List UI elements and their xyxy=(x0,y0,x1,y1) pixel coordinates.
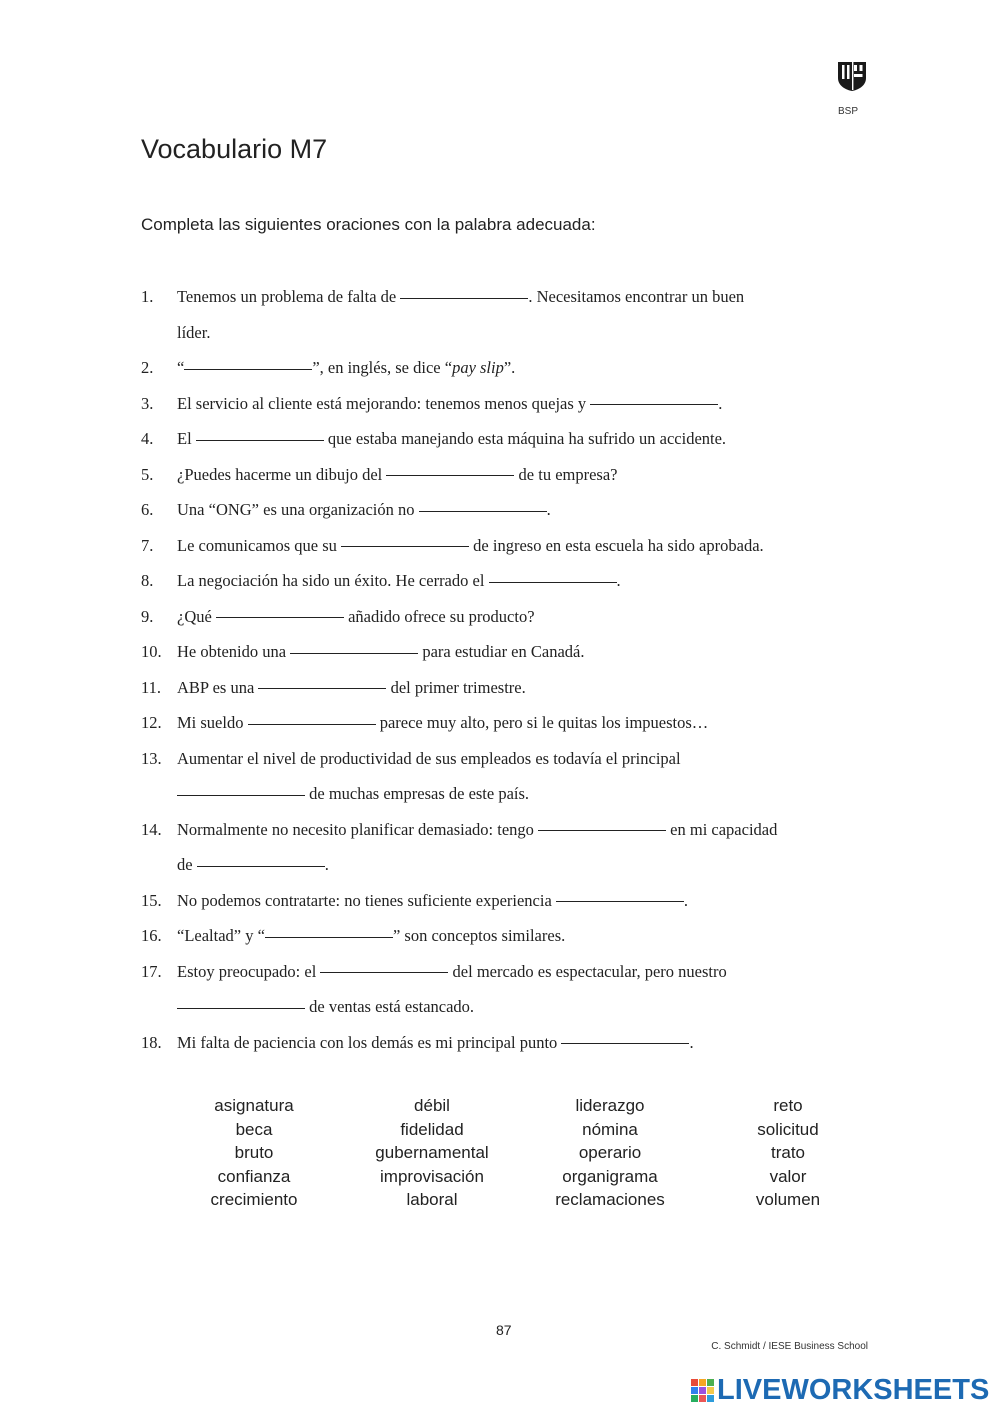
item-number: 17. xyxy=(141,961,162,981)
item-line: ¿Qué añadido ofrece su producto? xyxy=(177,606,535,626)
item-line: “Lealtad” y “ ” son conceptos similares. xyxy=(177,926,566,945)
exercise-item xyxy=(141,563,871,599)
word-bank-item: organigrama xyxy=(562,1166,658,1186)
word-bank-item: fidelidad xyxy=(400,1119,464,1139)
word-bank-item: bruto xyxy=(234,1143,274,1162)
item-text xyxy=(177,883,871,919)
item-text xyxy=(177,563,871,599)
item-text xyxy=(177,634,871,670)
item-line: Normalmente no necesito planificar demasiado: tengo en mi capacidad xyxy=(177,819,778,839)
answer-blank[interactable] xyxy=(400,297,528,299)
item-text xyxy=(177,457,871,493)
exercise-list xyxy=(141,279,871,1060)
item-text xyxy=(177,421,871,457)
item-line: La negociación ha sido un éxito. He cerrado el . xyxy=(177,571,621,590)
item-number: 6. xyxy=(141,500,154,519)
answer-blank[interactable] xyxy=(248,723,376,725)
item-text xyxy=(177,528,871,564)
item-line: Mi falta de paciencia con los demás es mi principal punto . xyxy=(177,1032,694,1052)
item-number: 15. xyxy=(141,890,162,910)
item-line: “ ”, en inglés, se dice “pay slip”. xyxy=(177,358,516,377)
liveworksheets-grid-icon xyxy=(691,1379,714,1402)
answer-blank[interactable] xyxy=(556,900,684,902)
item-line: Tenemos un problema de falta de . Necesitamos encontrar un buen xyxy=(177,287,745,306)
word-bank-item: confianza xyxy=(217,1166,291,1186)
exercise-item xyxy=(141,705,871,741)
answer-blank[interactable] xyxy=(561,1042,689,1044)
item-text xyxy=(177,350,871,386)
icon-cell xyxy=(691,1379,698,1386)
answer-blank[interactable] xyxy=(489,581,617,583)
item-text xyxy=(177,705,871,741)
exercise-item xyxy=(141,634,871,670)
answer-blank[interactable] xyxy=(177,794,305,796)
item-line: He obtenido una para estudiar en Canadá. xyxy=(177,642,585,661)
credit-line: C. Schmidt / IESE Business School xyxy=(711,1341,868,1352)
answer-blank[interactable] xyxy=(197,865,325,867)
item-number: 16. xyxy=(141,926,162,945)
answer-blank[interactable] xyxy=(538,829,666,831)
item-line: de ventas está estancado. xyxy=(177,989,871,1025)
icon-cell xyxy=(707,1379,714,1386)
item-number: 14. xyxy=(141,819,162,839)
exercise-item xyxy=(141,1025,871,1061)
word-bank-item: liderazgo xyxy=(575,1096,645,1115)
exercise-item xyxy=(141,457,871,493)
exercise-item xyxy=(141,528,871,564)
answer-blank[interactable] xyxy=(320,971,448,973)
item-line: Le comunicamos que su de ingreso en esta escuela ha sido aprobada. xyxy=(177,535,764,555)
item-number: 13. xyxy=(141,748,162,768)
item-line: de . xyxy=(177,855,329,874)
answer-blank[interactable] xyxy=(177,1007,305,1009)
word-bank-item: improvisación xyxy=(380,1166,484,1186)
icon-cell xyxy=(691,1387,698,1394)
word-bank-item: reclamaciones xyxy=(555,1190,665,1209)
item-line: No podemos contratarte: no tienes suficiente experiencia . xyxy=(177,890,689,910)
item-number: 3. xyxy=(141,393,154,413)
item-line: Mi sueldo parece muy alto, pero si le quitas los impuestos… xyxy=(177,713,709,732)
word-bank-item: valor xyxy=(769,1166,807,1186)
page-title: Vocabulario M7 xyxy=(141,134,328,164)
item-number: 5. xyxy=(141,464,154,484)
word-bank-item: nómina xyxy=(582,1119,638,1139)
item-line: líder. xyxy=(177,322,211,342)
brand-text: LIVEWORKSHEETS xyxy=(717,1374,990,1406)
word-bank-item: reto xyxy=(773,1096,803,1115)
item-text xyxy=(177,741,871,812)
page-number: 87 xyxy=(496,1322,512,1338)
item-text xyxy=(177,279,871,350)
icon-cell xyxy=(691,1395,698,1402)
item-line: Una “ONG” es una organización no . xyxy=(177,500,551,519)
exercise-item xyxy=(141,386,871,422)
liveworksheets-brand[interactable] xyxy=(691,1374,989,1407)
exercise-item xyxy=(141,421,871,457)
answer-blank[interactable] xyxy=(386,474,514,476)
answer-blank[interactable] xyxy=(590,403,718,405)
answer-blank[interactable] xyxy=(184,368,312,370)
answer-blank[interactable] xyxy=(196,439,324,441)
item-line: ¿Puedes hacerme un dibujo del de tu empresa? xyxy=(177,464,618,484)
exercise-item xyxy=(141,918,871,954)
item-number: 1. xyxy=(141,287,154,306)
item-line: El servicio al cliente está mejorando: tenemos menos quejas y . xyxy=(177,393,723,413)
item-line: El que estaba manejando esta máquina ha sufrido un accidente. xyxy=(177,429,727,448)
word-bank-item: gubernamental xyxy=(375,1143,489,1162)
answer-blank[interactable] xyxy=(290,652,418,654)
answer-blank[interactable] xyxy=(258,687,386,689)
item-number: 7. xyxy=(141,535,154,555)
exercise-item xyxy=(141,883,871,919)
logo-caption: BSP xyxy=(838,106,859,117)
exercise-item xyxy=(141,670,871,706)
item-line: Aumentar el nivel de productividad de sus empleados es todavía el principal xyxy=(177,748,681,768)
word-bank-item: crecimiento xyxy=(210,1190,298,1209)
item-text xyxy=(177,812,871,883)
answer-blank[interactable] xyxy=(419,510,547,512)
item-text xyxy=(177,954,871,1025)
exercise-item xyxy=(141,741,871,812)
word-bank-item: beca xyxy=(235,1119,273,1139)
item-number: 18. xyxy=(141,1032,162,1052)
bsp-shield-icon xyxy=(836,60,870,92)
word-bank-item: asignatura xyxy=(214,1096,294,1115)
exercise-item xyxy=(141,492,871,528)
word-bank-item: débil xyxy=(414,1096,450,1115)
icon-cell xyxy=(699,1379,706,1386)
item-text xyxy=(177,1025,871,1061)
word-bank-item: laboral xyxy=(406,1190,458,1209)
exercise-item xyxy=(141,954,871,1025)
icon-cell xyxy=(707,1387,714,1394)
item-line: Estoy preocupado: el del mercado es espectacular, pero nuestro xyxy=(177,961,727,981)
item-number: 11. xyxy=(141,677,162,697)
answer-blank[interactable] xyxy=(341,545,469,547)
item-text xyxy=(177,918,871,954)
answer-blank[interactable] xyxy=(265,936,393,938)
item-text xyxy=(177,599,871,635)
italic-term: pay slip xyxy=(452,358,504,377)
icon-cell xyxy=(699,1387,706,1394)
item-number: 4. xyxy=(141,429,154,448)
item-line: ABP es una del primer trimestre. xyxy=(177,677,526,697)
word-bank-item: operario xyxy=(578,1143,642,1162)
item-number: 10. xyxy=(141,642,162,661)
item-number: 12. xyxy=(141,713,162,732)
item-number: 9. xyxy=(141,606,154,626)
icon-cell xyxy=(699,1395,706,1402)
exercise-item xyxy=(141,599,871,635)
item-text xyxy=(177,492,871,528)
word-bank xyxy=(165,1094,877,1212)
word-bank-item: solicitud xyxy=(757,1119,819,1139)
exercise-item xyxy=(141,812,871,883)
exercise-item xyxy=(141,279,871,350)
icon-cell xyxy=(707,1395,714,1402)
item-text xyxy=(177,386,871,422)
exercise-item xyxy=(141,350,871,386)
word-bank-item: trato xyxy=(770,1143,806,1162)
answer-blank[interactable] xyxy=(216,616,344,618)
item-number: 2. xyxy=(141,358,154,377)
item-number: 8. xyxy=(141,571,154,590)
word-bank-item: volumen xyxy=(755,1190,821,1209)
item-text xyxy=(177,670,871,706)
instructions: Completa las siguientes oraciones con la palabra adecuada: xyxy=(141,215,596,234)
item-line: de muchas empresas de este país. xyxy=(177,776,871,812)
